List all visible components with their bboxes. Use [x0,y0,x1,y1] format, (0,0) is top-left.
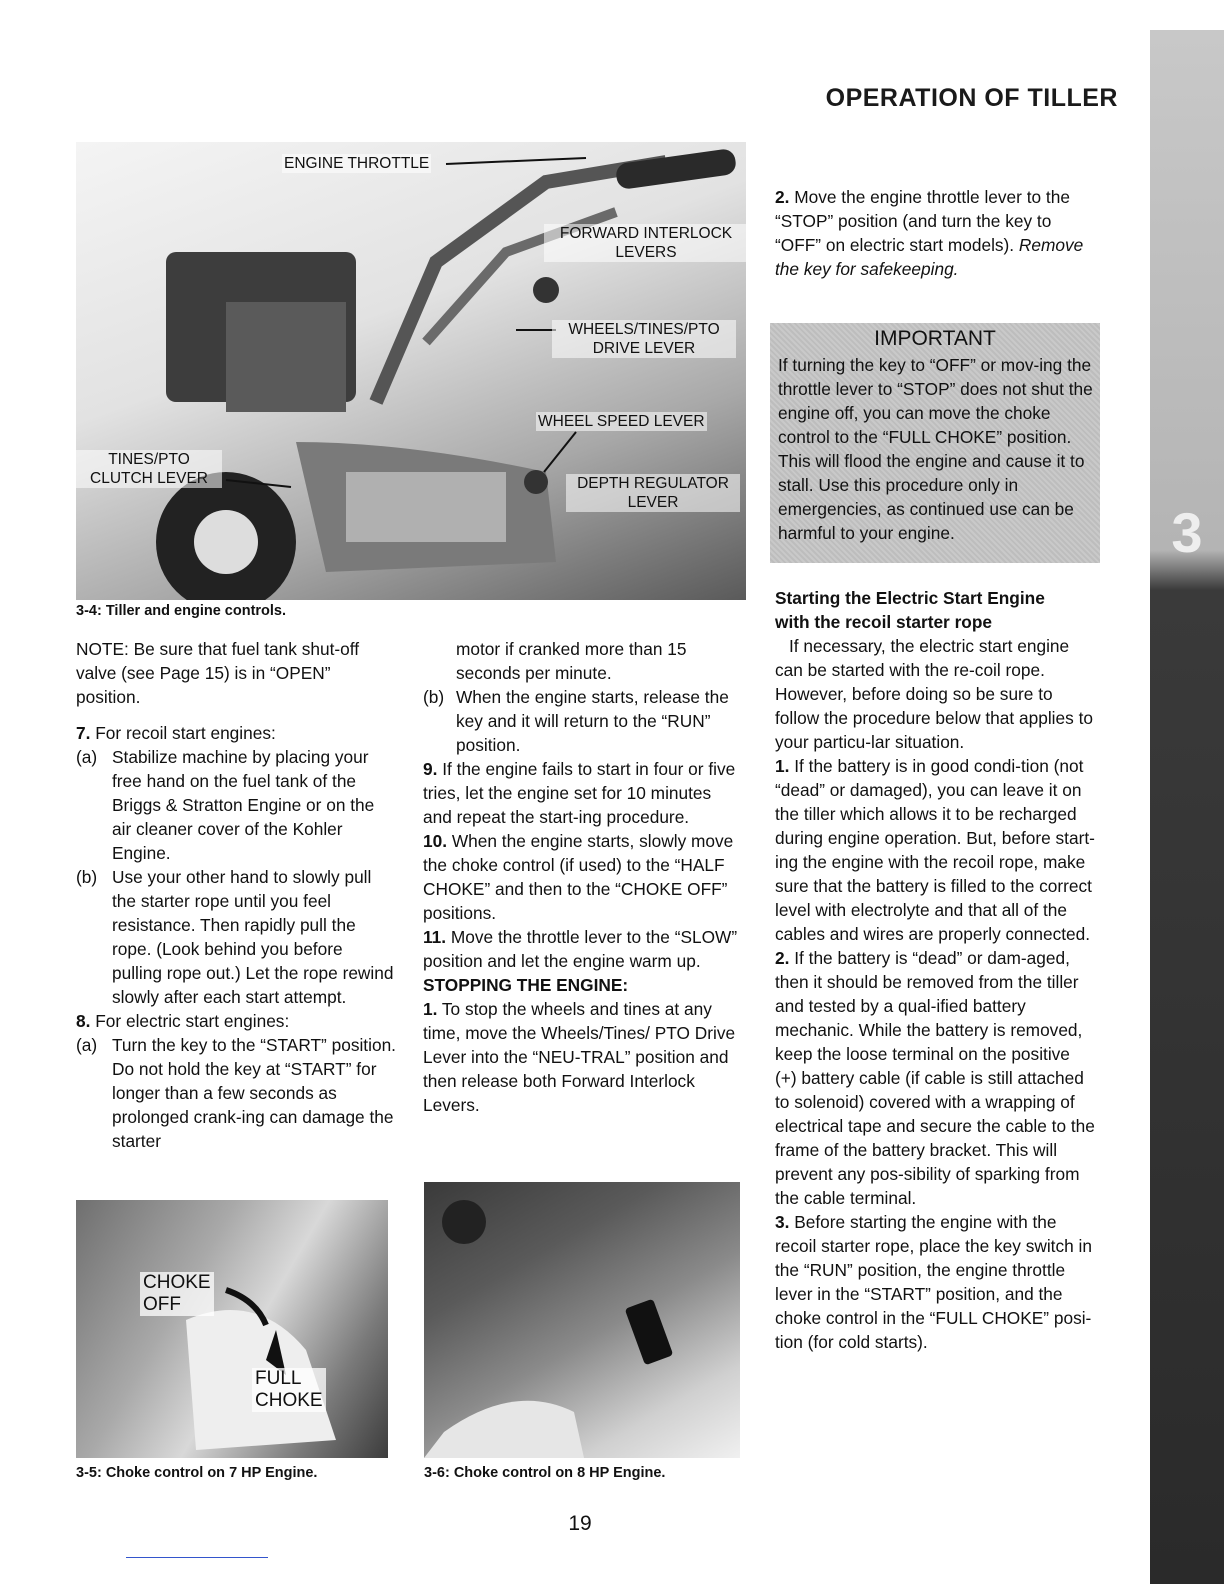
callout-depth-regulator-lever: DEPTH REGULATOR LEVER [566,474,740,512]
chapter-tab-number: 3 [1171,501,1203,564]
middle-column [423,637,741,1117]
footer-rule [126,1557,268,1558]
page-number: 19 [568,1512,592,1535]
step-8a-continued: motor if cranked more than 15 seconds per minute. [456,639,687,683]
tiller-illustration [76,142,746,600]
fuel-note: NOTE: Be sure that fuel tank shut-off valve (see Page 15) is in “OPEN” position. [76,639,360,707]
choke-7hp-photo [76,1200,388,1458]
important-title: IMPORTANT [874,327,996,350]
step-7: 7. For recoil start engines: [76,723,276,743]
callout-engine-throttle: ENGINE THROTTLE [284,155,430,172]
tiller-controls-photo [76,142,746,600]
left-column [76,637,396,1153]
choke-8hp-illustration [424,1182,740,1458]
callout-tines-pto-clutch-lever: TINES/PTO CLUTCH LEVER [76,450,222,488]
label-full-choke: FULL CHOKE [252,1368,326,1412]
callout-wheel-speed-lever: WHEEL SPEED LEVER [538,413,705,430]
step-7a: (a) Stabilize machine by placing your free hand on the fuel tank of the Briggs & Stratton Engine or on the air cleaner cover of the Kohler Engine. [76,747,375,863]
figure-3-5-caption: 3-5: Choke control on 7 HP Engine. [76,1465,318,1481]
stopping-engine-heading: STOPPING THE ENGINE: [423,975,629,995]
recoil-step-2: 2. If the battery is “dead” or dam-aged, then it should be removed from the tiller and tested by a qual-ified battery mechanic. While the battery is removed, keep the loose terminal on the positive (+) battery cable (if cable is still attached to solenoid) covered with a wrapping of electrical tape and secure the cable to the frame of the battery bracket. This will prevent any pos-sibility of sparking from the cable terminal. [775,948,1095,1208]
callout-wheels-tines-pto-drive-lever: WHEELS/TINES/PTO DRIVE LEVER [552,320,736,358]
chapter-side-tab [1150,30,1224,1584]
important-notice-box [770,323,1100,563]
step-8: 8. For electric start engines: [76,1011,290,1031]
page-header-title: OPERATION OF TILLER [825,84,1118,112]
electric-start-heading: Starting the Electric Start Engine with the recoil starter rope [775,588,1045,632]
recoil-step-1: 1. If the battery is in good condi-tion (not “dead” or damaged), you can leave it on the tiller which allows it to be recharged during engine operation. But, before start-ing the engine with the recoil rope, make sure that the battery is filled to the correct level with electrolyte and that all of the cables and wires are properly connected. [775,756,1095,944]
step-10: 10. When the engine starts, slowly move the choke control (if used) to the “HALF CHOKE” and then to the “CHOKE OFF” positions. [423,831,734,923]
choke-7hp-illustration [76,1200,388,1458]
step-7b: (b) Use your other hand to slowly pull the starter rope until you feel resistance. Then rapidly pull the rope. (Look behind you before pulling rope out.) Let the rope rewind slowly after each start attempt. [76,867,394,1007]
recoil-step-3: 3. Before starting the engine with the recoil starter rope, place the key switch in the “RUN” position, the engine throttle lever in the “START” position, and the choke control in the “FULL CHOKE” posi-tion (for cold starts). [775,1212,1092,1352]
important-text: If turning the key to “OFF” or mov-ing the throttle lever to “STOP” does not shut the engine off, you can move the choke control to the “FULL CHOKE” position. This will flood the engine and cause it to stall. Use this procedure only in emergencies, as continued use can be harmful to your engine. [778,355,1093,543]
figure-3-6-caption: 3-6: Choke control on 8 HP Engine. [424,1465,666,1481]
figure-3-4-caption: 3-4: Tiller and engine controls. [76,603,287,619]
stop-step-1: 1. To stop the wheels and tines at any time, move the Wheels/Tines/ PTO Drive Lever into the “NEU-TRAL” position and then release both Forward Interlock Levers. [423,999,736,1115]
label-choke-off: CHOKE OFF [140,1272,214,1316]
electric-start-intro: If necessary, the electric start engine can be started with the re-coil rope. However, before doing so be sure to follow the procedure below that applies to your particu-lar situation. [775,636,1093,752]
callout-forward-interlock-levers: FORWARD INTERLOCK LEVERS [544,224,746,262]
step-8a: (a) Turn the key to the “START” position. Do not hold the key at “START” for longer than a few seconds as prolonged crank-ing can damage the starter [76,1035,396,1151]
step-11: 11. Move the throttle lever to the “SLOW” position and let the engine warm up. [423,927,738,971]
right-column [775,586,1095,1354]
stop-step-2: 2. Move the engine throttle lever to the “STOP” position (and turn the key to “OFF” on electric start models). Remove the key for safekeeping. [775,187,1084,279]
step-9: 9. If the engine fails to start in four or five tries, let the engine set for 10 minutes and repeat the start-ing procedure. [423,759,736,827]
step-8b: (b) When the engine starts, release the key and it will return to the “RUN” position. [423,687,729,755]
choke-8hp-photo [424,1182,740,1458]
